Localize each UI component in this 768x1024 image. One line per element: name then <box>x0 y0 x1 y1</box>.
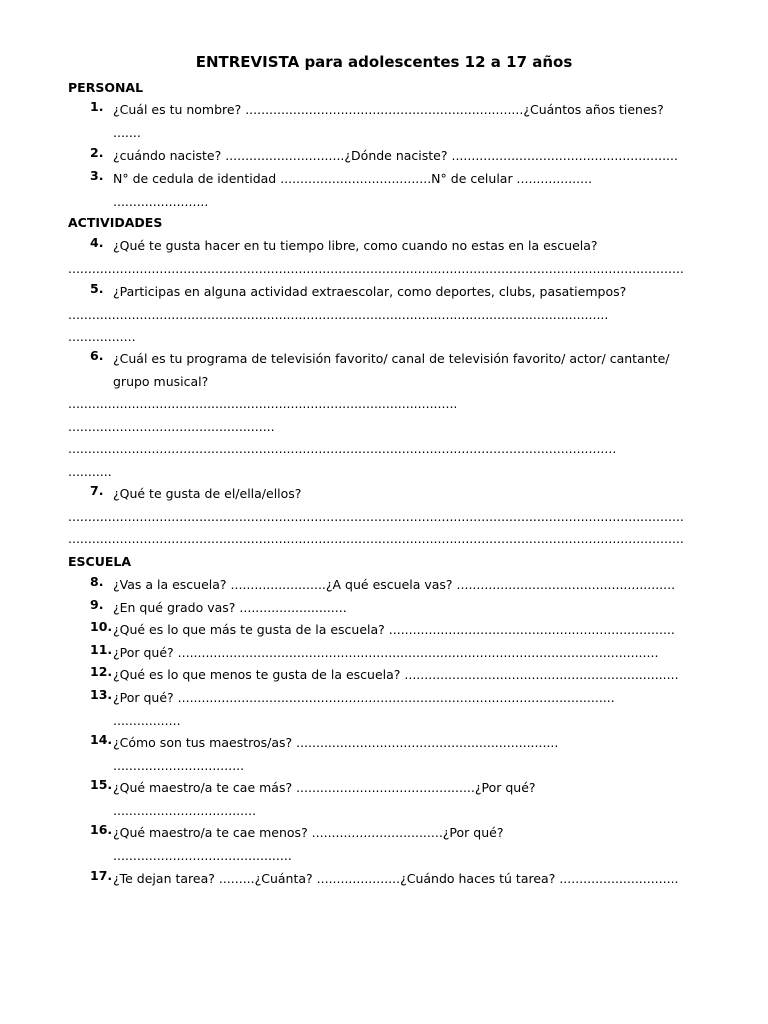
answer-line: ................. <box>68 329 136 344</box>
question-text: ¿Participas en alguna actividad extraescolar, como deportes, clubs, pasatiempos? <box>113 284 627 299</box>
answer-line: ........................ <box>113 193 209 209</box>
question-6 <box>68 348 700 483</box>
question-11 <box>68 642 700 665</box>
question-7 <box>68 483 700 551</box>
question-5 <box>68 281 700 349</box>
section-heading-actividades: ACTIVIDADES <box>68 215 163 230</box>
question-number: 11. <box>90 642 113 657</box>
question-text: ¿Por qué? .............................................................................................................. <box>113 690 615 705</box>
question-text: ¿Cuál es tu nombre? ......................................................................¿Cuántos años tienes? <box>113 102 664 117</box>
answer-line: ............................................. <box>113 847 292 863</box>
question-1 <box>68 99 700 144</box>
question-number: 8. <box>90 574 104 589</box>
question-number: 9. <box>90 597 104 612</box>
question-text: ¿Vas a la escuela? ........................¿A qué escuela vas? ....................................................... <box>113 577 676 592</box>
question-number: 2. <box>90 145 104 160</box>
answer-line: .................................................................................................. <box>68 396 458 411</box>
section-heading-escuela: ESCUELA <box>68 554 132 569</box>
question-13 <box>68 687 700 732</box>
question-text: ¿En qué grado vas? ........................... <box>113 600 347 615</box>
answer-line: ........................................................................................................................................................... <box>68 531 684 546</box>
answer-line: ........................................................................................................................................................... <box>68 508 684 524</box>
question-number: 10. <box>90 619 113 634</box>
question-14 <box>68 732 700 777</box>
question-9 <box>68 597 700 620</box>
question-number: 6. <box>90 348 104 363</box>
question-10 <box>68 619 700 642</box>
question-number: 4. <box>90 235 104 250</box>
question-number: 7. <box>90 483 104 498</box>
answer-line: .................................................... <box>68 418 275 434</box>
question-text: ¿Qué te gusta hacer en tu tiempo libre, como cuando no estas en la escuela? <box>113 238 598 253</box>
question-text: ¿Qué es lo que más te gusta de la escuela? ........................................................................ <box>113 622 675 637</box>
question-number: 16. <box>90 822 113 837</box>
question-text: ¿Qué es lo que menos te gusta de la escuela? ..................................................................... <box>113 667 679 682</box>
question-8 <box>68 574 700 597</box>
answer-line: ........................................................................................................................................................... <box>68 260 684 276</box>
question-text: ¿Cómo son tus maestros/as? .................................................................. <box>113 735 559 750</box>
question-2 <box>68 145 700 168</box>
question-17 <box>68 868 700 891</box>
question-number: 5. <box>90 281 104 296</box>
question-number: 13. <box>90 687 113 702</box>
question-number: 3. <box>90 168 104 183</box>
question-text: ¿Por qué? ......................................................................................................................... <box>113 645 659 660</box>
question-text: N° de cedula de identidad ......................................N° de celular ................... <box>113 171 593 186</box>
question-text: ¿Cuál es tu programa de televisión favorito/ canal de televisión favorito/ actor/ cantante/ <box>113 351 670 366</box>
question-text: ¿Qué maestro/a te cae más? .............................................¿Por qué? <box>113 780 536 795</box>
section-heading-personal: PERSONAL <box>68 80 144 95</box>
question-16 <box>68 822 700 867</box>
answer-line: ........................................................................................................................................ <box>68 306 609 322</box>
question-text: ¿Te dejan tarea? .........¿Cuánta? .....................¿Cuándo haces tú tarea? .............................. <box>113 871 679 886</box>
answer-line: ....... <box>113 124 141 140</box>
question-12 <box>68 664 700 687</box>
question-text: ¿Qué te gusta de el/ella/ellos? <box>113 486 302 501</box>
question-4 <box>68 235 700 280</box>
question-number: 12. <box>90 664 113 679</box>
answer-line: .......................................................................................................................................... <box>68 441 617 456</box>
answer-line: ................................. <box>113 757 245 773</box>
question-text: ¿cuándo naciste? ..............................¿Dónde naciste? ......................................................... <box>113 148 678 163</box>
question-number: 14. <box>90 732 113 747</box>
answer-line: ........... <box>68 463 112 479</box>
question-text: ¿Qué maestro/a te cae menos? .................................¿Por qué? <box>113 825 504 840</box>
question-number: 1. <box>90 99 104 114</box>
question-number: 17. <box>90 868 113 883</box>
question-15 <box>68 777 700 822</box>
question-text-cont: grupo musical? <box>113 373 209 389</box>
page-title: ENTREVISTA para adolescentes 12 a 17 años <box>195 53 573 71</box>
question-number: 15. <box>90 777 113 792</box>
answer-line: .................................... <box>113 802 257 818</box>
answer-line: ................. <box>113 712 181 728</box>
question-3 <box>68 168 700 213</box>
